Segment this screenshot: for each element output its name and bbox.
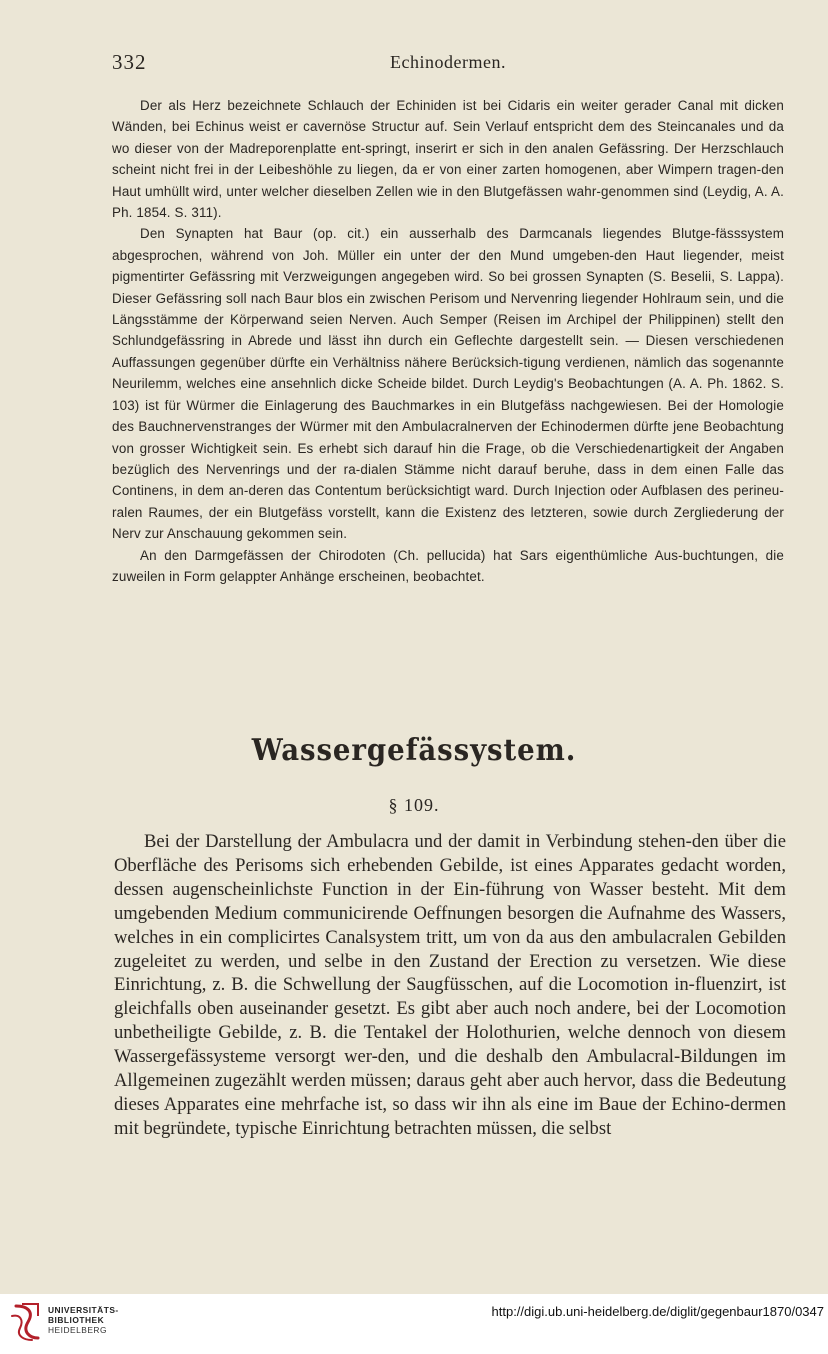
library-line-2: BIBLIOTHEK xyxy=(48,1315,105,1325)
library-line-3: HEIDELBERG xyxy=(48,1325,107,1335)
main-text-block xyxy=(114,830,786,1141)
footer-bar xyxy=(0,1294,828,1354)
paragraph-chirodoten: An den Darmgefässen der Chirodoten (Ch. pellucida) hat Sars eigenthümliche Aus-buchtungen, die zuweilen in Form gelappter Anhänge erscheinen, beobachtet. xyxy=(112,547,784,584)
small-print-block xyxy=(112,95,784,587)
source-url-link[interactable]: http://digi.ub.uni-heidelberg.de/diglit/gegenbaur1870/0347 xyxy=(491,1304,824,1319)
library-name xyxy=(48,1305,119,1335)
paragraph-herzschlauch: Der als Herz bezeichnete Schlauch der Echiniden ist bei Cidaris ein weiter gerader Canal mit dicken Wänden, bei Echinus weist er cavernöse Structur auf. Sein Verlauf entspricht dem des Steincanales und da wo dieser von der Madreporenplatte ent-springt, inserirt er sich in den analen Gefässring. Der Herzschlauch scheint nicht frei in der Leibeshöhle zu liegen, da er von einer zarten homogenen, aber Wimpern tragen-den Haut umhüllt wird, unter welcher dieselben Zellen wie in den Blutgefässen wahr-genommen sind (Leydig, A. A. Ph. 1854. S. 311). xyxy=(112,98,784,221)
heidelberg-library-logo-icon xyxy=(8,1302,44,1342)
paragraph-wassergefaesssystem: Bei der Darstellung der Ambulacra und der damit in Verbindung stehen-den über die Oberfläche des Perisoms sich erhebenden Gebilde, ist eines Apparates gedacht worden, dessen augenscheinlichste Function in der Ein-führung von Wasser besteht. Mit dem umgebenden Medium communicirende Oeffnungen besorgen die Aufnahme des Wassers, welches in ein complicirtes Canalsystem tritt, um von da aus den ambulacralen Gebilden zugeleitet zu werden, und selbe in den Zustand der Erection zu versetzen. Wie diese Einrichtung, z. B. die Schwellung der Saugfüsschen, auf die Locomotion in-fluenzirt, ist gleichfalls oben auseinander gesetzt. Es gibt aber auch noch andere, bei der Locomotion unbetheiligte Gebilde, z. B. die Tentakel der Holothurien, welche dennoch von diesem Wassergefässysteme versorgt wer-den, und die deshalb den Ambulacral-Bildungen im Allgemeinen zugezählt werden müssen; daraus geht aber auch hervor, dass die Bedeutung dieses Apparates eine mehrfache ist, so dass wir ihn als eine im Baue der Echino-dermen mit begründete, typische Einrichtung betrachten müssen, die selbst xyxy=(114,831,786,1139)
running-head xyxy=(112,50,782,76)
section-heading: Wassergefässystem. xyxy=(251,733,577,768)
page-number: 332 xyxy=(112,50,147,74)
section-number: § 109. xyxy=(388,795,440,815)
running-title: Echinodermen. xyxy=(390,52,506,72)
paragraph-synapten: Den Synapten hat Baur (op. cit.) ein ausserhalb des Darmcanals liegendes Blutge-fässsystem abgesprochen, während von Joh. Müller ein unter der den Mund umgeben-den Haut liegender, meist pigmentirter Gefässring mit Verzweigungen angegeben wird. So bei grossen Synapten (S. Beselii, S. Lappa). Dieser Gefässring soll nach Baur blos ein zwischen Perisom und Nervenring liegender Hohlraum sein, und die Längsstämme der Körperwand seien Nerven. Auch Semper (Reisen im Archipel der Philippinen) stellt den Schlundgefässring in Abrede und lässt ihn durch ein Geflechte dargestellt sein. — Diesen verschiedenen Auffassungen gegenüber dürfte ein Verhältniss nähere Berücksich-tigung verdienen, nämlich das sogenannte Neurilemm, welches eine ansehnlich dicke Scheide bildet. Durch Leydig's Beobachtungen (A. A. Ph. 1862. S. 103) ist für Würmer die Einlagerung des Bauchmarkes in ein Blutgefäss nachgewiesen. Bei der Homologie des Bauchnervenstranges der Würmer mit den Ambulacralnerven der Echinodermen dürfte jene Beobachtung von grosser Wichtigkeit sein. Es erhebt sich darauf hin die Frage, ob die Verschiedenartigkeit der Angaben bezüglich des Nervenrings und der ra-dialen Stämme nicht darauf beruhe, dass in dem einen Falle das Continens, in dem an-deren das Contentum berücksichtigt ward. Durch Injection oder Aufblasen des perineu-ralen Raumes, der ein Blutgefäss vorstellt, kann die Existenz des letzteren, sowie durch Zergliederung der Nerv zur Anschauung gekommen sein. xyxy=(112,226,784,542)
library-line-1: UNIVERSITÄTS- xyxy=(48,1305,119,1315)
